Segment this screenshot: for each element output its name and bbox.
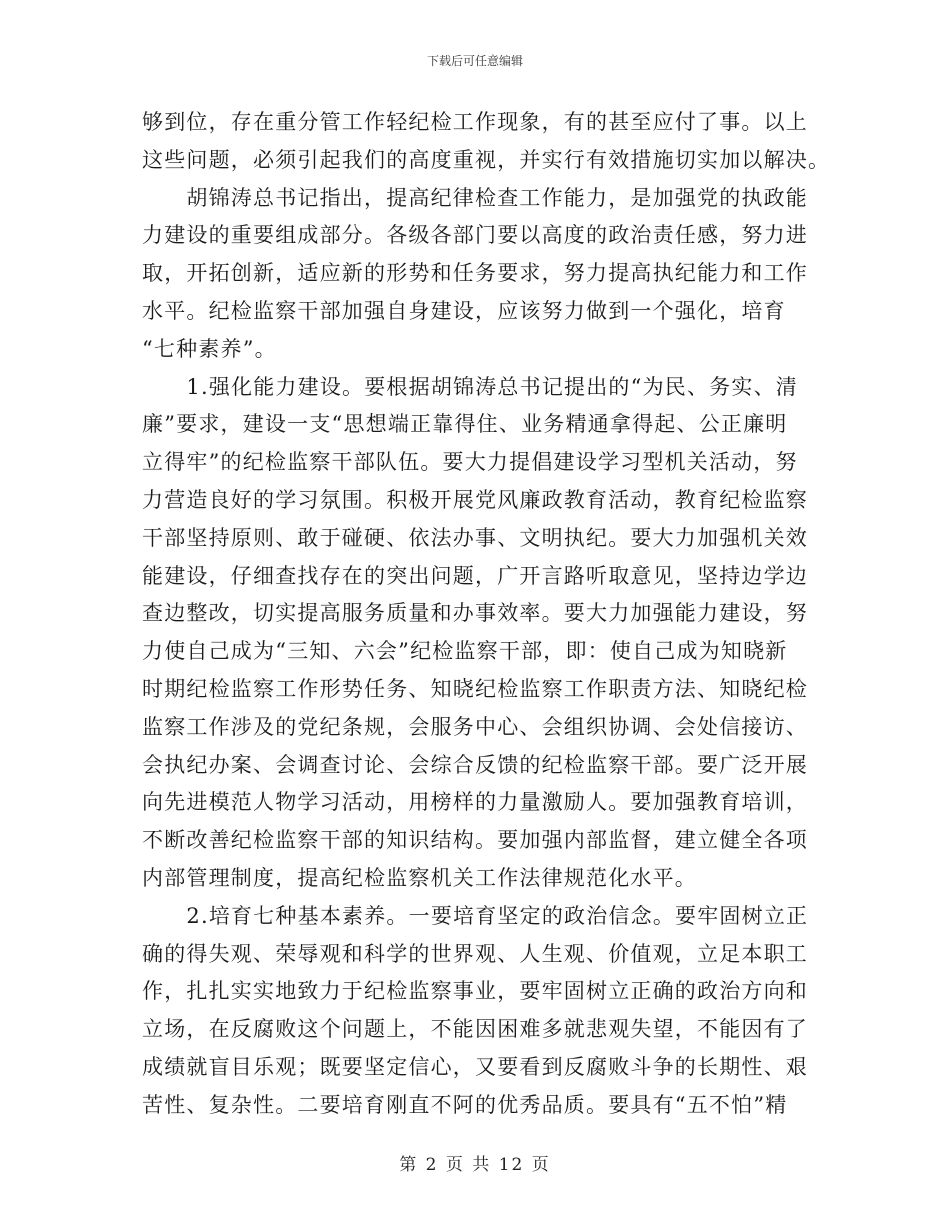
text-line: 取，开拓创新，适应新的形势和任务要求，努力提高执纪能力和工作 xyxy=(142,261,808,286)
text-line: 向先进模范人物学习活动，用榜样的力量激励人。要加强教育培训， xyxy=(142,790,808,815)
text-line: 会执纪办案、会调查讨论、会综合反馈的纪检监察干部。要广泛开展 xyxy=(142,752,808,777)
text-line: 不断改善纪检监察干部的知识结构。要加强内部监督，建立健全各项 xyxy=(142,828,808,853)
text-line: 水平。纪检监察干部加强自身建设，应该努力做到一个强化，培育 xyxy=(142,298,786,323)
text-line: 立得牢”的纪检监察干部队伍。要大力提倡建设学习型机关活动，努 xyxy=(142,450,798,475)
page-number-footer: 第 2 页 共 12 页 xyxy=(399,1155,551,1175)
text-line: 查边整改，切实提高服务质量和办事效率。要大力加强能力建设，努 xyxy=(142,601,808,626)
text-line: 胡锦涛总书记指出，提高纪律检查工作能力，是加强党的执政能 xyxy=(142,185,808,210)
text-line: 这些问题，必须引起我们的高度重视，并实行有效措施切实加以解决。 xyxy=(142,147,831,172)
text-line: 确的得失观、荣辱观和科学的世界观、人生观、价值观，立足本职工 xyxy=(142,941,808,966)
text-line: 廉”要求，建设一支“思想端正靠得住、业务精通拿得起、公正廉明 xyxy=(142,412,788,437)
text-line: 力建设的重要组成部分。各级各部门要以高度的政治责任感，努力进 xyxy=(142,223,808,248)
text-line: 内部管理制度，提高纪检监察机关工作法律规范化水平。 xyxy=(142,865,697,890)
text-line: 监察工作涉及的党纪条规，会服务中心、会组织协调、会处信接访、 xyxy=(142,714,808,739)
text-line: 立场，在反腐败这个问题上，不能因困难多就悲观失望，不能因有了 xyxy=(142,1017,808,1042)
text-line: 够到位，存在重分管工作轻纪检工作现象，有的甚至应付了事。以上 xyxy=(142,110,808,134)
document-body xyxy=(142,104,831,1125)
text-line: “七种素养”。 xyxy=(142,336,277,361)
text-line: 力使自己成为“三知、六会”纪检监察干部，即：使自己成为知晓新 xyxy=(142,639,788,664)
text-line: 成绩就盲目乐观；既要坚定信心，又要看到反腐败斗争的长期性、艰 xyxy=(142,1054,808,1079)
text-line: 能建设，仔细查找存在的突出问题，广开言路听取意见，坚持边学边 xyxy=(142,563,808,588)
text-line: 干部坚持原则、敢于碰硬、依法办事、文明执纪。要大力加强机关效 xyxy=(142,525,808,550)
text-line: 苦性、复杂性。二要培育刚直不阿的优秀品质。要具有“五不怕”精 xyxy=(142,1092,788,1117)
text-line: 1.强化能力建设。要根据胡锦涛总书记提出的“为民、务实、清 xyxy=(142,374,798,399)
text-line: 力营造良好的学习氛围。积极开展党风廉政教育活动，教育纪检监察 xyxy=(142,487,808,512)
text-line: 作，扎扎实实地致力于纪检监察事业，要牢固树立正确的政治方向和 xyxy=(142,979,808,1004)
text-line: 2.培育七种基本素养。一要培育坚定的政治信念。要牢固树立正 xyxy=(142,903,809,928)
text-line: 时期纪检监察工作形势任务、知晓纪检监察工作职责方法、知晓纪检 xyxy=(142,676,808,701)
page-header-note: 下载后可任意编辑 xyxy=(426,54,523,68)
